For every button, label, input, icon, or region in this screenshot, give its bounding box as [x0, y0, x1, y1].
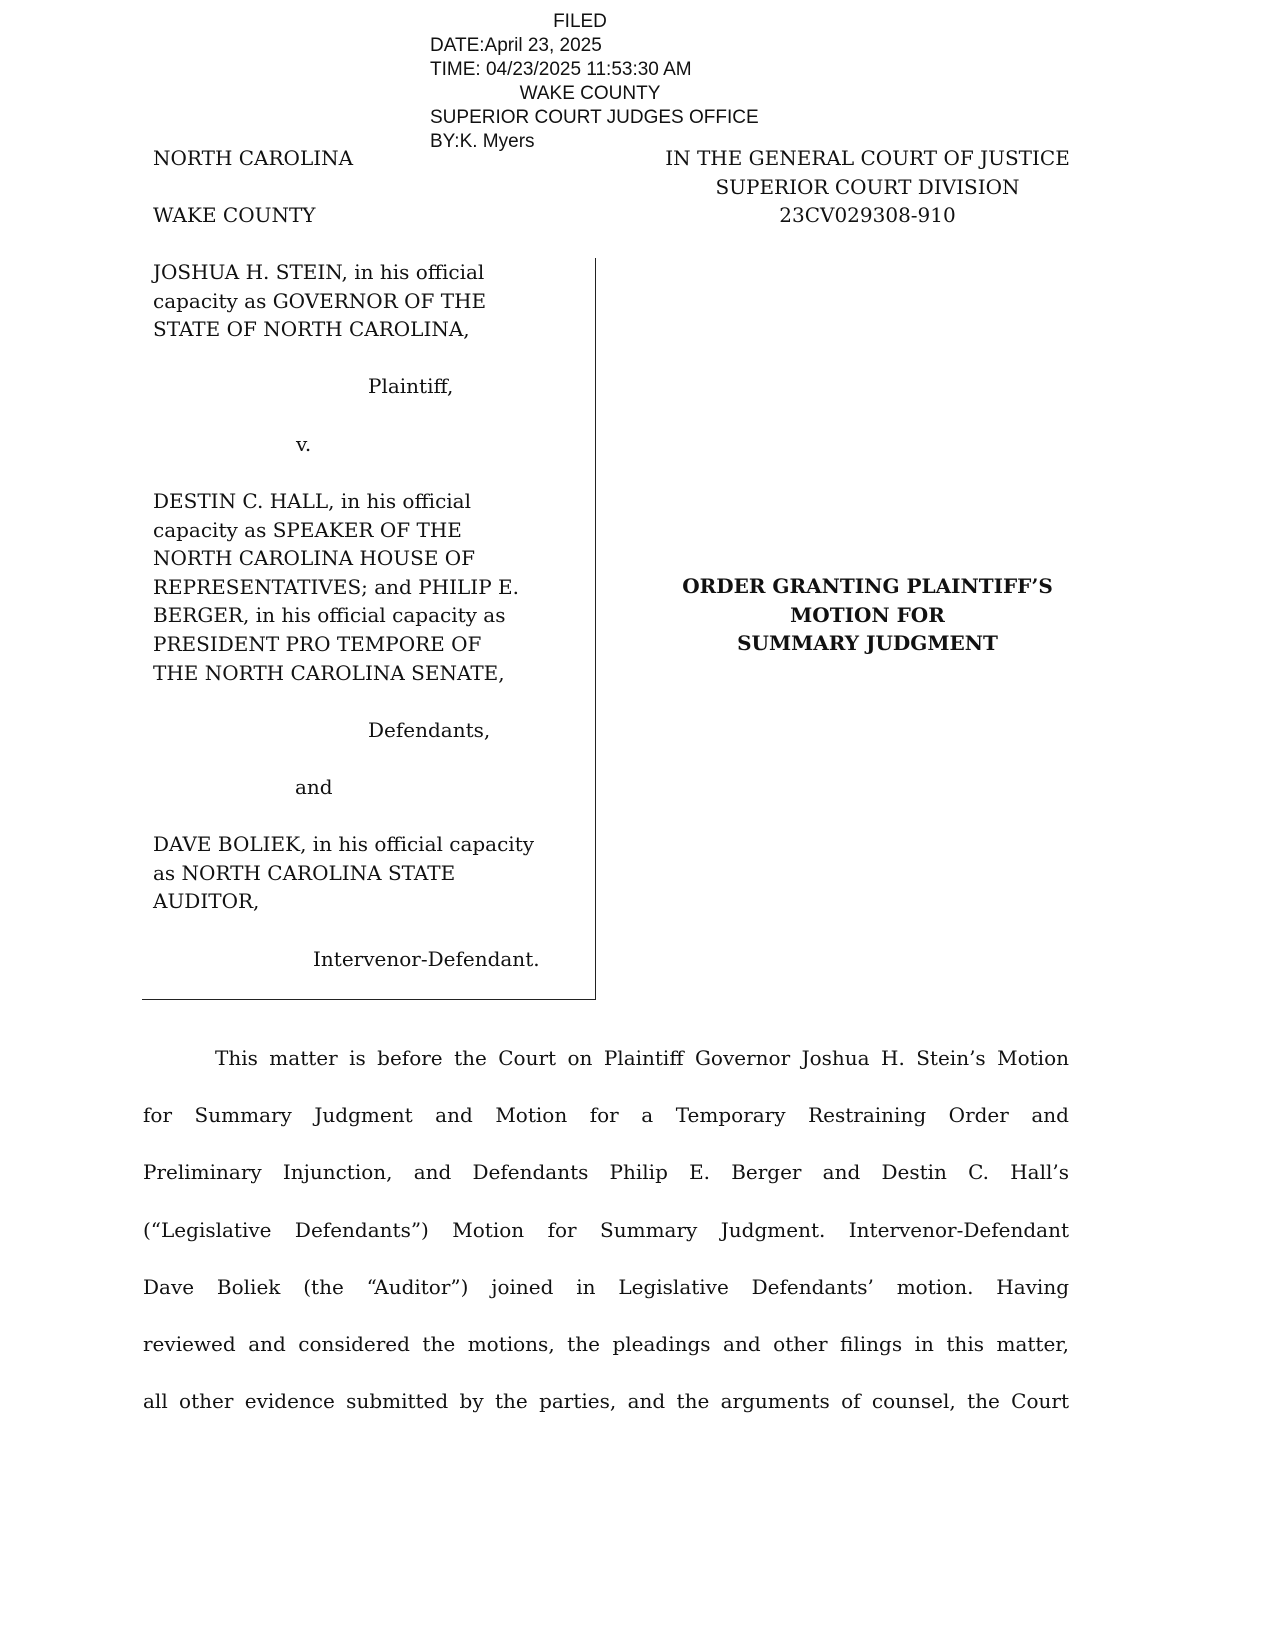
- plaintiff-block: [153, 258, 486, 344]
- caption-vertical-rule: [595, 258, 596, 1000]
- caption-line: AUDITOR,: [153, 889, 260, 914]
- stamp-filed: FILED: [553, 11, 607, 32]
- stamp-office: SUPERIOR COURT JUDGES OFFICE: [430, 107, 759, 128]
- body-line: Preliminary Injunction, and Defendants Philip E. Berger and Destin C. Hall’s: [143, 1160, 1069, 1185]
- intervenor-block: [153, 830, 534, 916]
- intervenor-role: Intervenor-Defendant.: [313, 947, 540, 971]
- caption-horizontal-rule: [142, 999, 596, 1000]
- caption-line: BERGER, in his official capacity as: [153, 603, 506, 628]
- caption-line: PRESIDENT PRO TEMPORE OF: [153, 631, 482, 656]
- caption-line: capacity as GOVERNOR OF THE: [153, 288, 487, 313]
- court-division: SUPERIOR COURT DIVISION: [715, 174, 1020, 199]
- and-text: and: [295, 775, 333, 799]
- caption-line: DESTIN C. HALL, in his official: [153, 489, 471, 513]
- caption-line: STATE OF NORTH CAROLINA,: [153, 317, 470, 342]
- defendants-block: [153, 487, 519, 687]
- header-county: WAKE COUNTY: [153, 203, 316, 227]
- body-line: reviewed and considered the motions, the pleadings and other filings in this matter,: [143, 1332, 1069, 1357]
- caption-line: as NORTH CAROLINA STATE: [153, 860, 456, 885]
- filing-stamp: [430, 10, 759, 154]
- caption-line: NORTH CAROLINA HOUSE OF: [153, 546, 476, 571]
- plaintiff-role: Plaintiff,: [368, 374, 454, 398]
- body-line: Dave Boliek (the “Auditor”) joined in Legislative Defendants’ motion. Having: [143, 1274, 1069, 1299]
- document-title: [620, 572, 1115, 658]
- caption-line: JOSHUA H. STEIN, in his official: [153, 260, 485, 284]
- caption-line: REPRESENTATIVES; and PHILIP E.: [153, 574, 519, 599]
- title-line: ORDER GRANTING PLAINTIFF’S: [682, 574, 1053, 598]
- caption-line: THE NORTH CAROLINA SENATE,: [153, 660, 505, 685]
- caption-line: DAVE BOLIEK, in his official capacity: [153, 832, 535, 856]
- body-line: for Summary Judgment and Motion for a Temporary Restraining Order and: [143, 1103, 1069, 1128]
- title-line: SUMMARY JUDGMENT: [737, 631, 998, 656]
- stamp-time: TIME: 04/23/2025 11:53:30 AM: [430, 59, 692, 80]
- body-line: (“Legislative Defendants”) Motion for Summary Judgment. Intervenor-Defendant: [143, 1217, 1069, 1242]
- header-state: NORTH CAROLINA: [153, 146, 354, 170]
- versus: v.: [296, 432, 312, 456]
- body-paragraph: [143, 1030, 1069, 1430]
- stamp-by: BY:K. Myers: [430, 131, 535, 152]
- body-line: This matter is before the Court on Plaintiff Governor Joshua H. Stein’s Motion: [215, 1046, 1069, 1070]
- court-name: IN THE GENERAL COURT OF JUSTICE: [665, 146, 1070, 170]
- stamp-county: WAKE COUNTY: [519, 83, 661, 104]
- body-line: all other evidence submitted by the parties, and the arguments of counsel, the Court: [143, 1389, 1069, 1414]
- court-heading: [620, 144, 1115, 230]
- title-line: MOTION FOR: [790, 602, 945, 627]
- caption-line: capacity as SPEAKER OF THE: [153, 517, 462, 542]
- defendants-role: Defendants,: [368, 718, 491, 742]
- case-number: 23CV029308-910: [779, 203, 956, 228]
- stamp-date: DATE:April 23, 2025: [430, 35, 602, 56]
